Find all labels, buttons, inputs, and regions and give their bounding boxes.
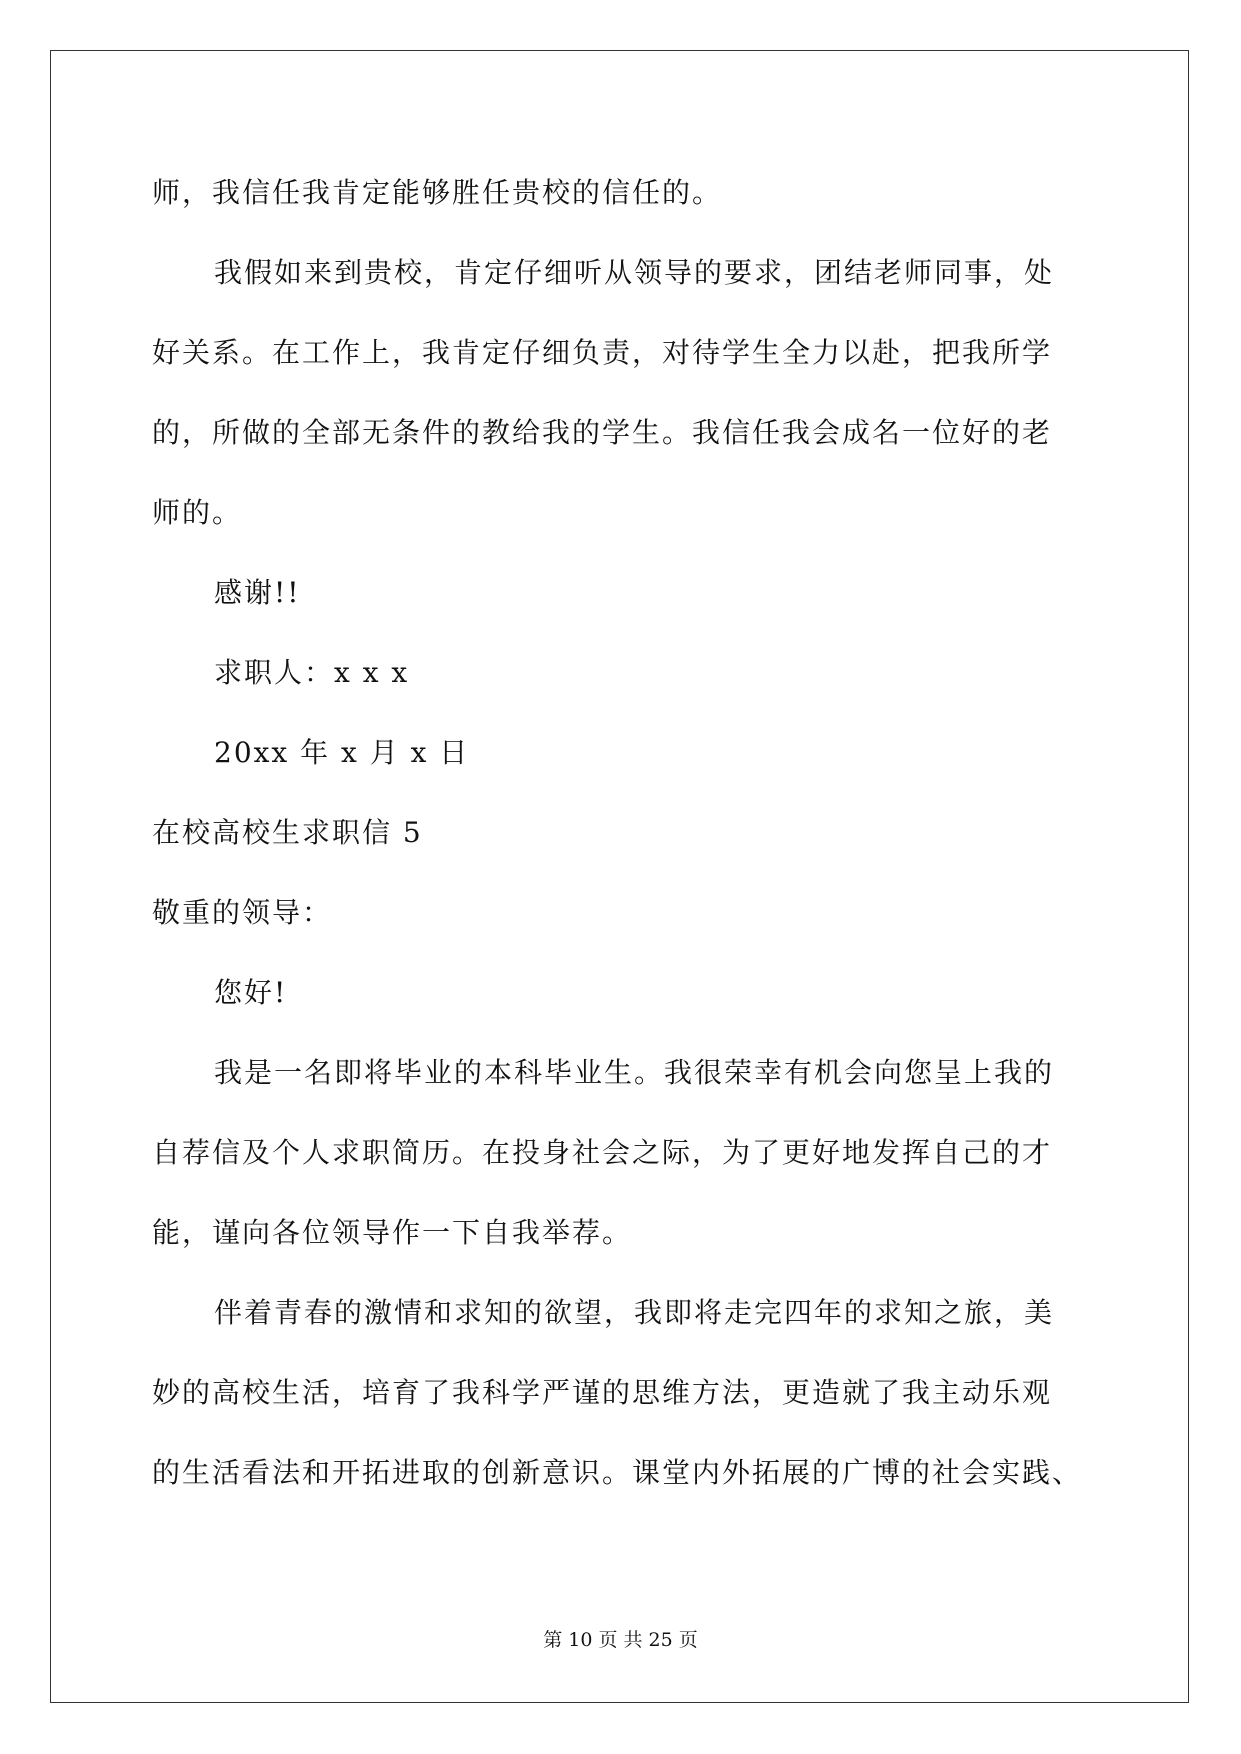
text-line: 伴着青春的激情和求知的欲望，我即将走完四年的求知之旅，美 <box>214 1296 1055 1329</box>
text-line: 妙的高校生活，培育了我科学严谨的思维方法，更造就了我主动乐观 <box>152 1376 1053 1409</box>
text-line: 感谢!! <box>214 576 301 609</box>
text-line: 的生活看法和开拓进取的创新意识。课堂内外拓展的广博的社会实践、 <box>152 1456 1083 1489</box>
section-heading: 在校高校生求职信 5 <box>152 816 423 849</box>
page-number-footer: 第 10 页 共 25 页 <box>543 1629 698 1651</box>
text-line: 师的。 <box>152 496 243 529</box>
greeting: 您好! <box>214 976 288 1009</box>
text-line: 我假如来到贵校，肯定仔细听从领导的要求，团结老师同事，处 <box>214 256 1055 289</box>
text-line: 我是一名即将毕业的本科毕业生。我很荣幸有机会向您呈上我的 <box>214 1056 1055 1089</box>
text-line: 20xx 年 x 月 x 日 <box>214 736 470 769</box>
text-line: 能，谨向各位领导作一下自我举荐。 <box>152 1216 633 1249</box>
salutation: 敬重的领导： <box>152 896 333 929</box>
text-line: 好关系。在工作上，我肯定仔细负责，对待学生全力以赴，把我所学 <box>152 336 1053 369</box>
text-line: 求职人：x x x <box>214 656 410 689</box>
text-line: 的，所做的全部无条件的教给我的学生。我信任我会成名一位好的老 <box>152 416 1053 449</box>
text-line: 师，我信任我肯定能够胜任贵校的信任的。 <box>152 176 723 209</box>
text-line: 自荐信及个人求职简历。在投身社会之际，为了更好地发挥自己的才 <box>152 1136 1053 1169</box>
